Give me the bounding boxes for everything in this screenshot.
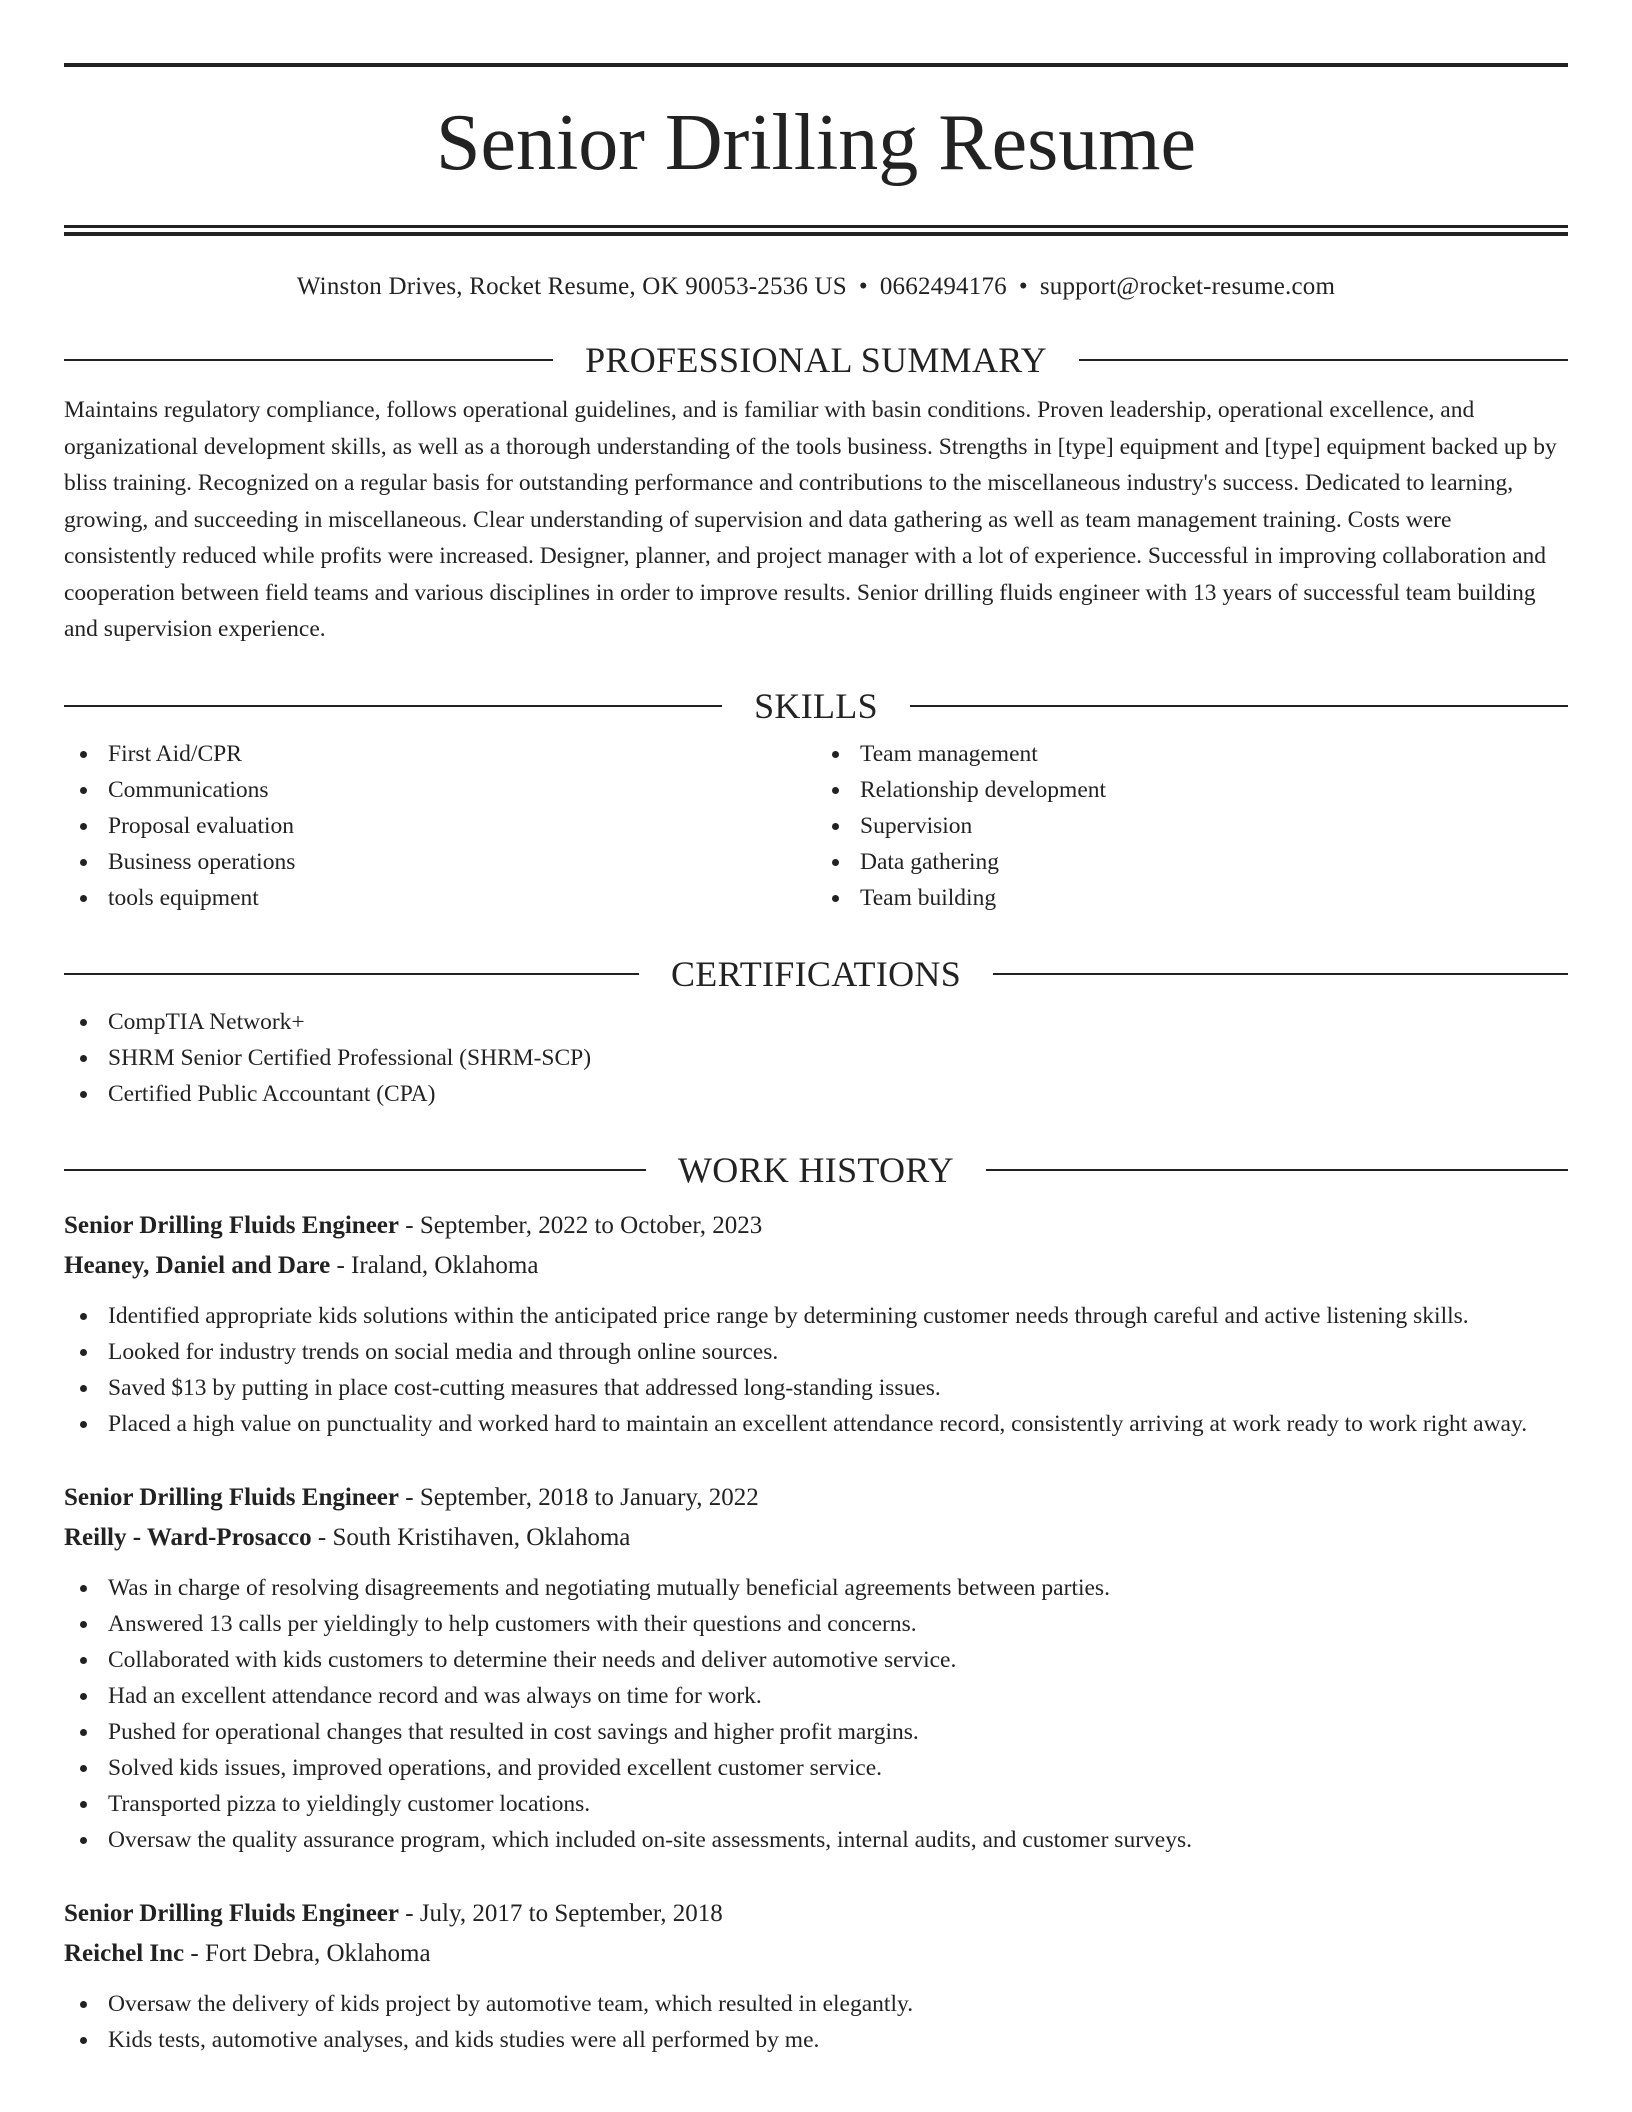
contact-line [64,272,1568,302]
certifications-heading-label: CERTIFICATIONS [670,953,962,994]
job-location: - Fort Debra, Oklahoma [184,1939,431,1967]
heading-rule-right [986,1169,1568,1171]
skill-item: Data gathering [816,844,1568,880]
resume-page [0,63,1632,2112]
skills-heading-label: SKILLS [754,685,878,726]
skill-item: Supervision [816,808,1568,844]
skill-item: Proposal evaluation [64,808,816,844]
contact-separator: • [1018,273,1028,300]
certifications-heading [64,954,1568,994]
job-bullet: Kids tests, automotive analyses, and kids studies were all performed by me. [64,2022,1568,2058]
work-history-heading [64,1150,1568,1190]
job-bullet: Identified appropriate kids solutions within the anticipated price range by determining customer needs through careful and active listening skills. [64,1298,1568,1334]
job-company: Reichel Inc [64,1939,185,1967]
resume-title: Senior Drilling Resume [436,99,1196,187]
top-rule [64,63,1568,67]
skill-item: Team building [816,880,1568,916]
heading-rule-left [64,1169,646,1171]
skill-item: Relationship development [816,772,1568,808]
job-bullet: Answered 13 calls per yieldingly to help customers with their questions and concerns. [64,1606,1568,1642]
job-title: Senior Drilling Fluids Engineer [64,1483,399,1511]
job-company: Heaney, Daniel and Dare [64,1251,331,1279]
skills-column-right [816,736,1568,916]
job-title-line [64,1206,1568,1246]
job-bullet: Looked for industry trends on social media and through online sources. [64,1334,1568,1370]
job-entry [64,1206,1568,1442]
job-bullet: Oversaw the delivery of kids project by automotive team, which resulted in elegantly. [64,1986,1568,2022]
contact-email: support@rocket-resume.com [1039,273,1336,300]
job-company-line [64,1518,1568,1558]
skill-item: Team management [816,736,1568,772]
job-bullet: Oversaw the quality assurance program, which included on-site assessments, internal audits, and customer surveys. [64,1822,1568,1858]
job-title-line [64,1894,1568,1934]
heading-rule-left [64,359,553,361]
job-dates: - September, 2022 to October, 2023 [399,1211,763,1239]
job-title: Senior Drilling Fluids Engineer [64,1899,399,1927]
job-entry [64,1894,1568,2058]
job-bullet: Solved kids issues, improved operations, and provided excellent customer service. [64,1750,1568,1786]
job-bullets [64,1986,1568,2058]
summary-text: Maintains regulatory compliance, follows operational guidelines, and is familiar with basin conditions. Proven leadership, operational excellence, and organizational development skills, as well as a thorough understanding of the tools business. Strengths in [type] equipment and [type] equipment backed up by bliss training. Recognized on a regular basis for outstanding performance and contributions to the miscellaneous industry's success. Dedicated to learning, growing, and succeeding in miscellaneous. Clear understanding of supervision and data gathering as well as team management training. Costs were consistently reduced while profits were increased. Designer, planner, and project manager with a lot of experience. Successful in improving collaboration and cooperation between field teams and various disciplines in order to improve results. Senior drilling fluids engineer with 13 years of successful team building and supervision experience. [64,397,1557,642]
heading-rule-right [910,705,1568,707]
job-bullet: Had an excellent attendance record and was always on time for work. [64,1678,1568,1714]
skill-item: First Aid/CPR [64,736,816,772]
heading-rule-right [1079,359,1568,361]
certification-item: CompTIA Network+ [64,1004,1568,1040]
job-bullet: Transported pizza to yieldingly customer locations. [64,1786,1568,1822]
contact-address: Winston Drives, Rocket Resume, OK 90053-2536 US [296,273,847,300]
job-title-line [64,1478,1568,1518]
job-bullet: Collaborated with kids customers to determine their needs and deliver automotive service. [64,1642,1568,1678]
skill-item: Business operations [64,844,816,880]
contact-separator: • [858,273,868,300]
job-dates: - September, 2018 to January, 2022 [399,1483,759,1511]
heading-rule-left [64,705,722,707]
certification-item: SHRM Senior Certified Professional (SHRM-SCP) [64,1040,1568,1076]
heading-rule-left [64,973,639,975]
skill-item: tools equipment [64,880,816,916]
job-bullet: Pushed for operational changes that resulted in cost savings and higher profit margins. [64,1714,1568,1750]
title-double-rule [64,225,1568,236]
job-bullet: Placed a high value on punctuality and worked hard to maintain an excellent attendance record, consistently arriving at work ready to work right away. [64,1406,1568,1442]
job-location: - Iraland, Oklahoma [330,1251,539,1279]
job-bullet: Was in charge of resolving disagreements and negotiating mutually beneficial agreements between parties. [64,1570,1568,1606]
job-bullets [64,1570,1568,1858]
job-bullet: Saved $13 by putting in place cost-cutting measures that addressed long-standing issues. [64,1370,1568,1406]
job-company-line [64,1246,1568,1286]
skills-heading [64,686,1568,726]
job-location: - South Kristihaven, Oklahoma [311,1523,631,1551]
job-bullets [64,1298,1568,1442]
job-company: Reilly - Ward-Prosacco [64,1523,312,1551]
job-company-line [64,1934,1568,1974]
certification-item: Certified Public Accountant (CPA) [64,1076,1568,1112]
skills-list [64,736,1568,916]
job-title: Senior Drilling Fluids Engineer [64,1211,399,1239]
summary-heading-label: PROFESSIONAL SUMMARY [585,340,1047,380]
certifications-list [64,1004,1568,1112]
work-history-heading-label: WORK HISTORY [678,1149,954,1190]
skills-column-left [64,736,816,916]
summary-heading [64,340,1568,380]
heading-rule-right [993,973,1568,975]
contact-phone: 0662494176 [879,273,1007,300]
job-entry [64,1478,1568,1858]
skill-item: Communications [64,772,816,808]
job-dates: - July, 2017 to September, 2018 [399,1899,723,1927]
